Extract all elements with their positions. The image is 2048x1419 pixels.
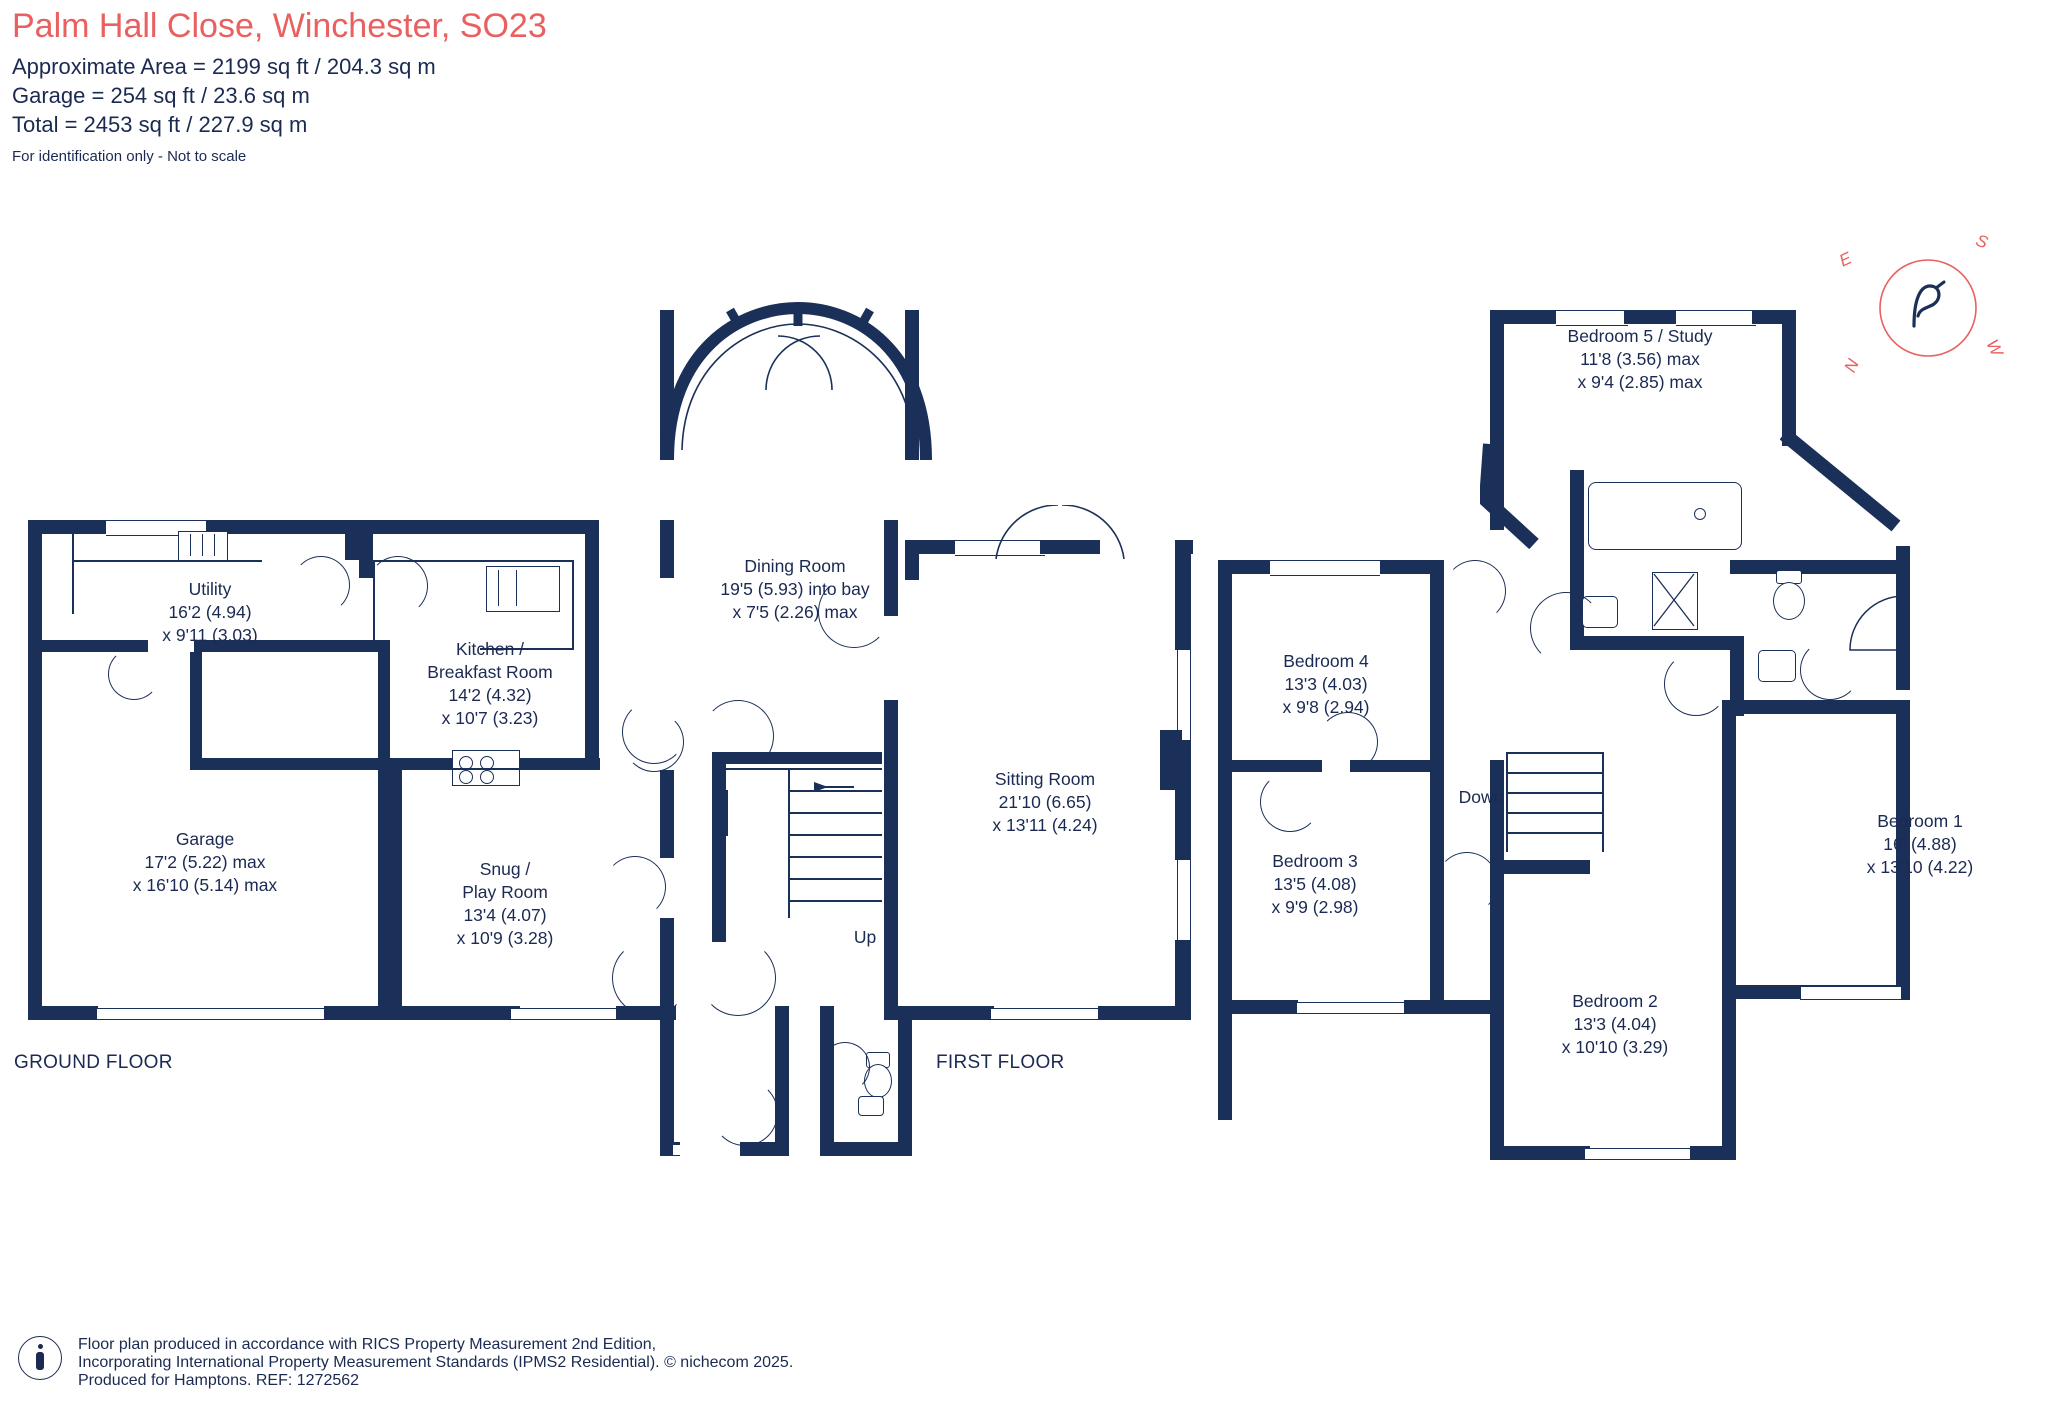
room-label-bedroom-4: Bedroom 4 13'3 (4.03) x 9'8 (2.94) [1282,651,1370,717]
bathtub-icon [1588,482,1742,550]
wall [1218,1000,1298,1014]
wall [1404,1000,1490,1014]
room-label-bedroom-1: Bedroom 1 16' (4.88) x 13'10 (4.22) [1866,811,1974,877]
door-swing-icon [108,648,160,700]
room-label-bedroom-2: Bedroom 2 13'3 (4.04) x 10'10 (3.29) [1561,991,1669,1057]
stair-tread [1508,772,1604,774]
wall [28,1006,98,1020]
wall [1624,310,1679,324]
wall [898,1006,912,1156]
window [1556,310,1628,326]
compass-label-w: W [1982,336,2007,360]
sink-detail [498,570,499,606]
sink-detail [202,534,203,556]
wall [1722,700,1736,1000]
window [1177,650,1191,740]
compass-label-e: E [1836,248,1855,271]
page-title: Palm Hall Close, Winchester, SO23 [12,7,547,45]
room-label-sitting-room: Sitting Room 21'10 (6.65) x 13'11 (4.24) [992,769,1098,835]
garage-door [96,1008,328,1020]
room-label-kitchen: Kitchen / Breakfast Room 14'2 (4.32) x 10'7 (3.23) [427,639,553,728]
window [1584,1148,1696,1160]
stair-tread [790,900,882,902]
footer-line-1: Floor plan produced in accordance with RICS Property Measurement 2nd Edition, [78,1336,657,1353]
wall [1490,310,1560,324]
sink-detail [190,534,191,556]
wall [1175,540,1191,650]
wall [775,1006,789,1156]
stair-string [788,768,790,918]
wall [190,640,202,770]
door-swing-icon [624,712,684,772]
door-swing-icon [1260,772,1320,832]
stair-tread [1508,752,1604,754]
wall [1896,546,1910,566]
door-swing-icon [1530,592,1602,664]
stair-tread [790,790,882,792]
stair-arrow-head-icon [810,778,830,796]
compass-label-s: S [1973,230,1991,253]
stair-tread [1508,832,1604,834]
door-swing-icon [368,556,428,616]
sink-detail [214,534,215,556]
counter-edge [572,560,574,650]
basin-icon [1758,650,1796,682]
wall [28,520,42,1020]
door-swing-icon [1664,652,1728,716]
toilet-icon [1773,582,1805,620]
door-swing-icon [700,940,776,1016]
wall [378,640,390,770]
accessibility-icon [18,1336,62,1380]
wall [660,1006,674,1156]
door-swing-icon [1436,852,1498,914]
wall [1232,760,1322,772]
stair-string [1602,752,1604,852]
wall [884,700,898,1020]
wall [1490,860,1590,874]
hob-burner [459,770,473,784]
room-label-dining-room: Dining Room 19'5 (5.93) into bay x 7'5 (2.26) max [720,556,870,622]
approximate-area-text: Approximate Area = 2199 sq ft / 204.3 sq m [12,54,436,79]
stair-tread [790,834,882,836]
wall-diagonal [1780,430,1910,550]
door-swing-icon [712,1080,778,1146]
door-swing-icon [292,556,350,614]
ground-floor-label: GROUND FLOOR [14,1052,173,1073]
disclaimer-text: For identification only - Not to scale [12,148,247,165]
wall [359,520,599,534]
wall [1490,760,1504,774]
window [1270,560,1380,576]
shower-cross-icon [1652,572,1696,628]
window [510,1008,622,1020]
sink-detail [516,570,517,606]
garage-area-text: Garage = 254 sq ft / 23.6 sq m [12,83,310,108]
stairs-up-label: Up [853,927,877,947]
basin-icon [858,1096,884,1116]
window [1296,1002,1408,1014]
wall [820,1142,910,1156]
window [1676,310,1756,326]
door-swing-icon [820,1042,870,1092]
wall [1175,940,1191,1006]
first-floor-label: FIRST FLOOR [936,1052,1065,1073]
footer-line-2: Incorporating International Property Measurement Standards (IPMS2 Residential). © nichecom 2025. [78,1354,794,1371]
window [990,1008,1102,1020]
wall [1730,560,1910,574]
room-label-utility: Utility 16'2 (4.94) x 9'11 (3.03) [162,579,258,645]
wall [1490,1146,1590,1160]
compass-label-n: N [1840,356,1863,376]
room-label-bedroom-3: Bedroom 3 13'5 (4.08) x 9'9 (2.98) [1271,851,1359,917]
wall [1175,540,1193,554]
bath-plug [1694,508,1706,520]
window [1177,860,1191,940]
stair-tread [790,856,882,858]
wall [1098,1006,1191,1020]
double-door-icon [990,505,1130,565]
door-swing-icon [604,856,666,918]
door-swing-icon [1318,712,1378,772]
room-label-garage: Garage 17'2 (5.22) max x 16'10 (5.14) max [132,829,278,895]
door-swing-icon [1800,640,1860,700]
footer-line-3: Produced for Hamptons. REF: 1272562 [78,1372,360,1389]
stair-tread [1508,812,1604,814]
wall [190,758,390,770]
footer-block [78,1336,793,1390]
wall [585,520,599,580]
stair-tread [790,878,882,880]
stair-tread [790,812,882,814]
room-label-snug: Snug / Play Room 13'4 (4.07) x 10'9 (3.28) [456,859,554,948]
front-doorway [680,1142,740,1156]
total-area-text: Total = 2453 sq ft / 227.9 sq m [12,112,308,137]
door-swing-icon [612,940,688,1016]
stair-string [726,790,728,836]
door-swing-icon [702,700,774,772]
room-label-bedroom-5-study: Bedroom 5 / Study 11'8 (3.56) max x 9'4 (2.85) max [1567,326,1713,392]
wall [390,758,402,1018]
wall [905,310,919,460]
wall [1218,560,1232,1120]
hob-burner [480,770,494,784]
counter-edge [72,534,74,614]
wall [1730,700,1910,714]
stairs-down-label: Down [1458,787,1504,807]
corner-shower-icon [1848,594,1906,656]
door-swing-icon [1444,560,1506,622]
wall [390,1006,520,1020]
counter-edge [452,768,562,770]
window [1800,986,1902,1000]
counter-edge [72,560,262,562]
